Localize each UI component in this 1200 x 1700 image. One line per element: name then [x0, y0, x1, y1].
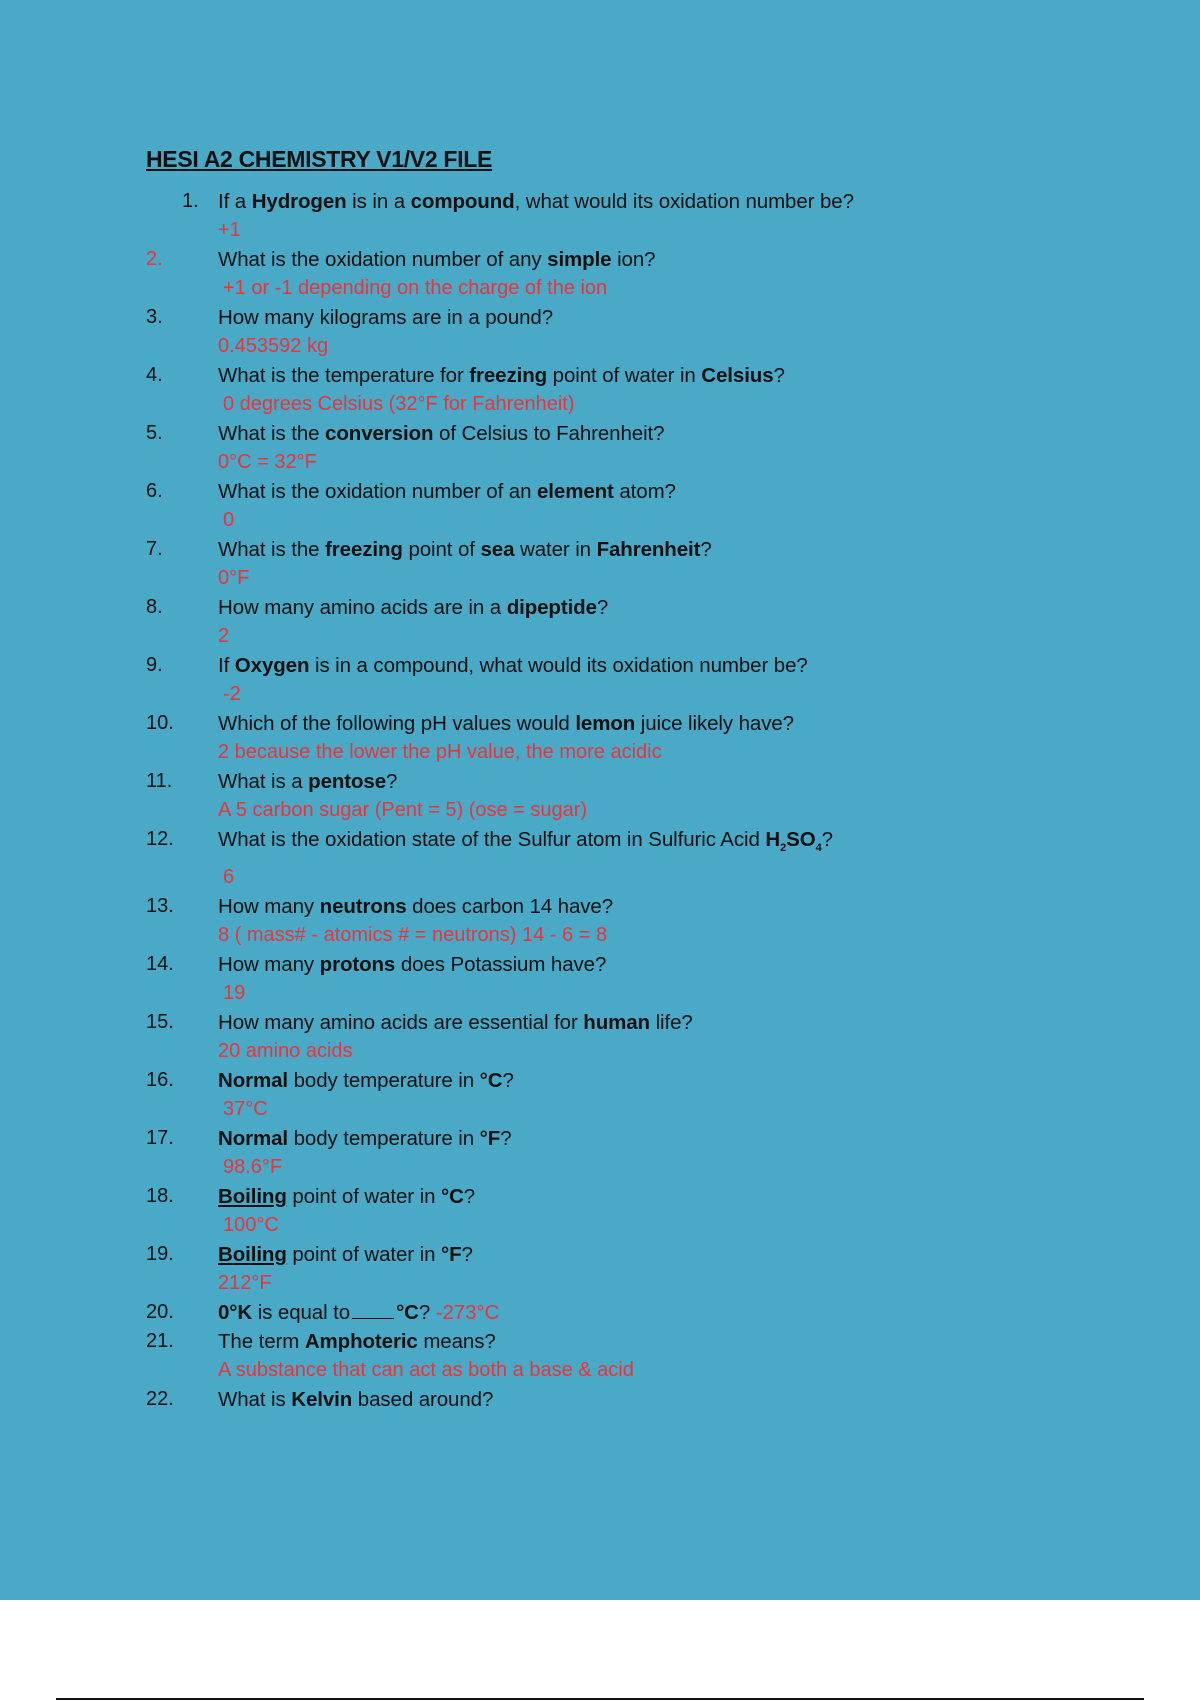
answer-text: 37°C	[223, 1098, 268, 1121]
item-number: 21.	[146, 1330, 174, 1353]
list-item	[146, 1327, 1146, 1385]
item-number: 11.	[146, 770, 173, 792]
question-text: What is the oxidation number of any simple ion?	[218, 248, 656, 271]
answer-text: 2	[218, 625, 230, 647]
question-text: Normal body temperature in °C?	[218, 1069, 514, 1093]
question-text: Normal body temperature in °F?	[218, 1127, 512, 1151]
item-number: 17.	[146, 1127, 174, 1150]
item-number: 10.	[146, 712, 174, 734]
question-text: How many amino acids are essential for human life?	[218, 1011, 693, 1035]
question-text: What is Kelvin based around?	[218, 1388, 494, 1412]
answer-text: 100°C	[223, 1214, 279, 1237]
list-item	[146, 825, 1146, 892]
question-text: How many amino acids are in a dipeptide?	[218, 596, 609, 619]
item-number: 7.	[146, 538, 163, 560]
list-item	[146, 651, 1146, 709]
list-item	[146, 245, 1146, 303]
question-text: If Oxygen is in a compound, what would its oxidation number be?	[218, 654, 808, 677]
answer-text: 6	[223, 866, 235, 889]
answer-text: A substance that can act as both a base & acid	[218, 1359, 634, 1382]
item-number: 16.	[146, 1069, 174, 1092]
answer-text: +1 or -1 depending on the charge of the ion	[223, 277, 608, 299]
question-text: Boiling point of water in °F?	[218, 1243, 473, 1267]
item-number: 19.	[146, 1243, 174, 1266]
item-number: 2.	[146, 248, 163, 270]
answer-text: 19	[223, 982, 246, 1005]
answer-text: 0	[223, 509, 235, 531]
question-text: If a Hydrogen is in a compound, what would its oxidation number be?	[218, 190, 854, 213]
answer-text: -273°C	[435, 1301, 500, 1325]
list-item	[146, 767, 1146, 825]
list-item	[146, 1008, 1146, 1066]
list-item	[146, 709, 1146, 767]
item-number: 15.	[146, 1011, 174, 1034]
item-number: 13.	[146, 895, 174, 918]
answer-text: 212°F	[218, 1272, 272, 1295]
list-item	[146, 1182, 1146, 1240]
question-text: Which of the following pH values would lemon juice likely have?	[218, 712, 794, 735]
list-item	[146, 950, 1146, 1008]
item-number: 9.	[146, 654, 163, 676]
answer-text: 0°C = 32°F	[218, 451, 317, 473]
answer-text: -2	[223, 683, 241, 705]
question-text: What is the temperature for freezing point of water in Celsius?	[218, 364, 785, 387]
document-title: HESI A2 CHEMISTRY V1/V2 FILE	[146, 146, 493, 172]
question-list	[146, 187, 1146, 1414]
question-text: What is the freezing point of sea water in Fahrenheit?	[218, 538, 712, 561]
item-number: 6.	[146, 480, 163, 502]
answer-text: 0 degrees Celsius (32°F for Fahrenheit)	[223, 393, 575, 415]
list-item	[146, 361, 1146, 419]
answer-text: 98.6°F	[223, 1156, 283, 1179]
answer-text: 8 ( mass# - atomics # = neutrons) 14 - 6 = 8	[218, 924, 608, 947]
list-item	[146, 593, 1146, 651]
item-number: 14.	[146, 953, 174, 976]
item-number: 5.	[146, 422, 163, 444]
question-text: What is the conversion of Celsius to Fahrenheit?	[218, 422, 665, 445]
item-number: 20.	[146, 1301, 174, 1324]
answer-text: 2 because the lower the pH value, the more acidic	[218, 741, 662, 763]
list-item	[146, 187, 1146, 245]
list-item	[146, 892, 1146, 950]
question-text: How many neutrons does carbon 14 have?	[218, 895, 614, 919]
item-number: 3.	[146, 306, 163, 328]
list-item	[146, 1298, 1146, 1327]
item-number: 22.	[146, 1388, 174, 1411]
list-item	[146, 1124, 1146, 1182]
item-number: 18.	[146, 1185, 174, 1208]
fill-in-blank	[352, 1304, 394, 1319]
list-item	[146, 419, 1146, 477]
list-item	[146, 1385, 1146, 1414]
question-text: How many protons does Potassium have?	[218, 953, 607, 977]
item-number: 12.	[146, 828, 174, 850]
answer-text: 20 amino acids	[218, 1040, 353, 1063]
question-text: The term Amphoteric means?	[218, 1330, 496, 1354]
question-text: How many kilograms are in a pound?	[218, 306, 554, 329]
list-item	[146, 1240, 1146, 1298]
question-text: What is the oxidation number of an element atom?	[218, 480, 676, 503]
list-item	[146, 1066, 1146, 1124]
answer-text: +1	[218, 219, 241, 241]
list-item	[146, 477, 1146, 535]
question-text: What is a pentose?	[218, 770, 398, 793]
item-number: 1.	[182, 190, 199, 212]
question-text: 0°K is equal to °C? -273°C	[218, 1301, 500, 1325]
item-number: 4.	[146, 364, 163, 386]
document-body	[146, 146, 1146, 1414]
question-text: What is the oxidation state of the Sulfur atom in Sulfuric Acid $H_2SO_4$?	[218, 828, 833, 855]
answer-text: A 5 carbon sugar (Pent = 5) (ose = sugar)	[218, 799, 588, 821]
list-item	[146, 303, 1146, 361]
item-number: 8.	[146, 596, 163, 618]
list-item	[146, 535, 1146, 593]
answer-text: 0.453592 kg	[218, 335, 329, 357]
answer-text: 0°F	[218, 567, 250, 589]
question-text: Boiling point of water in °C?	[218, 1185, 476, 1209]
